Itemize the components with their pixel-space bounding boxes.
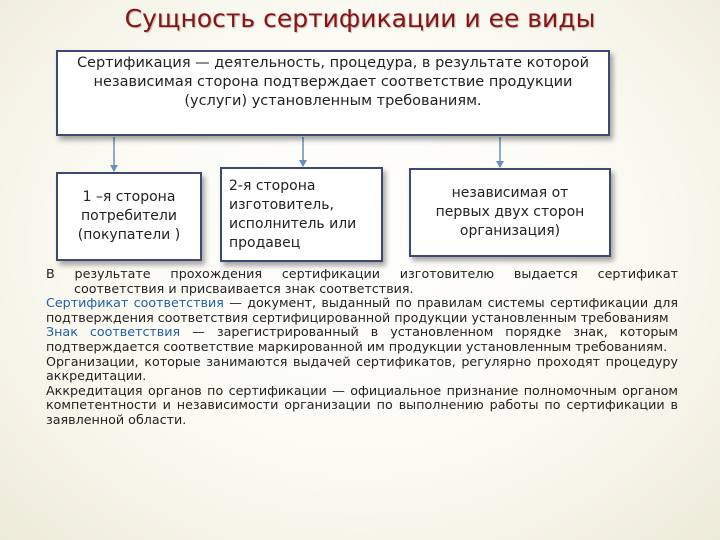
mark-term: Знак соответствия [46,324,181,340]
paragraph-organizations: Организации, которые занимаются выдачей сертификатов, регулярно проходят процедуру аккредитации. [46,353,678,384]
paragraph-issuance-line1: В результате прохождения сертификации изготовителю выдается сертификат [46,266,678,281]
definition-body: — деятельность, процедура, в результате которой независимая сторона подтверждает соответствие продукции (услуги) установленным требованиям. [93,55,590,109]
definition-box [56,50,610,136]
paragraph-certificate [46,296,678,325]
page-title: Сущность сертификации и ее виды [124,4,596,33]
arrowhead-right [496,161,504,168]
second-party-box [220,167,383,262]
mark-definition: — зарегистрированный в установленном порядке знак, которым подтверждается соответствие маркированной им продукции установленным требованиям. [46,324,678,354]
paragraph-issuance [46,267,678,296]
paragraph-issuance-line2: соответствия и присваивается знак соответствия. [74,280,414,296]
first-party-box [56,172,202,261]
third-party-box [409,168,611,257]
first-party-label: 1 –я сторона потребители (покупатели ) [77,189,181,243]
body-text [46,267,678,428]
certificate-term: Сертификат соответствия [46,295,224,311]
paragraph-mark [46,325,678,354]
arrowhead-left [110,165,118,172]
third-party-label: независимая от первых двух сторон организация) [435,185,585,239]
arrowhead-middle [299,160,307,167]
definition-text [64,54,602,111]
definition-term: Сертификация [76,55,191,71]
second-party-label: 2-я сторона изготовитель, исполнитель или продавец [229,177,357,251]
certificate-definition: — документ, выданный по правилам системы сертификации для подтверждения соответствия сертифицированной продукции установленным требованиям [46,295,678,325]
paragraph-accreditation: Аккредитация органов по сертификации — официальное признание полномочным органом компетентности и независимости организации по выполнению работы по сертификации в заявленной области. [46,382,678,427]
